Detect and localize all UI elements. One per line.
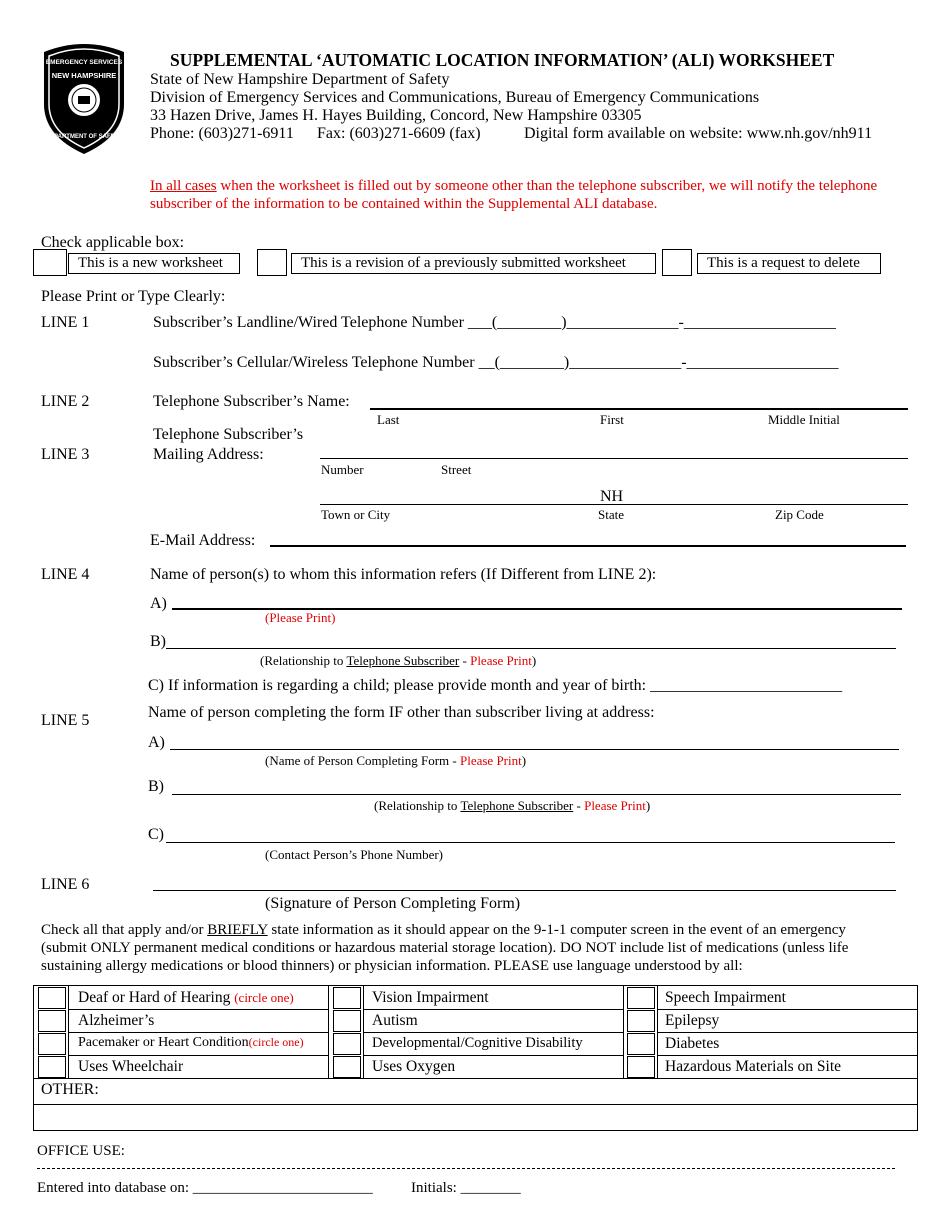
header-agency: State of New Hampshire Department of Safety [150, 71, 450, 88]
notice-line-2: subscriber of the information to be contained within the Supplemental ALI database. [150, 196, 658, 212]
new-worksheet-checkbox[interactable] [33, 249, 67, 276]
line2-label: LINE 2 [41, 393, 90, 410]
landline-number-field[interactable]: Subscriber’s Landline/Wired Telephone Number ___(________)______________-___________________ [153, 314, 836, 331]
oxygen-checkbox[interactable] [333, 1056, 361, 1078]
office-dashed-divider [37, 1168, 895, 1169]
revision-option: This is a revision of a previously submitted worksheet [291, 253, 656, 274]
city-state-zip-field[interactable] [320, 504, 908, 505]
row-divider [68, 1055, 329, 1056]
subscriber-name-field[interactable] [370, 408, 908, 410]
epilepsy-checkbox[interactable] [627, 1010, 655, 1032]
line4-a-hint: (Please Print) [265, 610, 336, 625]
first-name-caption: First [600, 412, 624, 427]
last-name-caption: Last [377, 412, 400, 427]
seal-mid-text: NEW HAMPSHIRE [51, 71, 117, 80]
header-division: Division of Emergency Services and Communications, Bureau of Emergency Communications [150, 89, 760, 106]
row-divider [657, 1032, 918, 1033]
seal-top-text: EMERGENCY SERVICES [45, 59, 123, 66]
row-divider [363, 1032, 624, 1033]
line4-a-label: A) [150, 595, 167, 612]
line4-question: Name of person(s) to whom this information refers (If Different from LINE 2): [150, 566, 657, 583]
row-divider [363, 1009, 624, 1010]
deaf-checkbox[interactable] [38, 987, 66, 1009]
notice-line-1: In all cases when the worksheet is filled out by someone other than the telephone subscriber, we will notify the telephone [150, 178, 878, 194]
line4-b-label: B) [150, 633, 166, 650]
condition-oxygen: Uses Oxygen [372, 1058, 456, 1075]
hazardous-checkbox[interactable] [627, 1056, 655, 1078]
state-caption: State [598, 507, 624, 522]
condition-autism: Autism [372, 1012, 418, 1029]
middle-initial-caption: Middle Initial [768, 412, 840, 427]
condition-alzheimers: Alzheimer’s [78, 1012, 155, 1029]
signature-field[interactable] [153, 890, 896, 891]
line5-a-label: A) [148, 734, 165, 751]
initials-field[interactable]: Initials: ________ [411, 1180, 521, 1196]
line4-b-field[interactable] [166, 648, 896, 649]
row-divider [68, 1009, 329, 1010]
line5-b-hint: (Relationship to Telephone Subscriber - Please Print) [374, 798, 651, 813]
seal-bottom-text: DEPARTMENT OF SAFETY [45, 134, 123, 140]
condition-speech: Speech Impairment [665, 989, 786, 1006]
new-worksheet-option: This is a new worksheet [68, 253, 240, 274]
wheelchair-checkbox[interactable] [38, 1056, 66, 1078]
row-divider [657, 1009, 918, 1010]
notice-lead: In all cases [150, 178, 217, 194]
signature-hint: (Signature of Person Completing Form) [265, 895, 521, 912]
line4-b-hint: (Relationship to Telephone Subscriber - Please Print) [260, 653, 537, 668]
condition-vision: Vision Impairment [372, 989, 489, 1006]
check-box-label: Check applicable box: [41, 234, 185, 251]
town-caption: Town or City [321, 507, 391, 522]
diabetes-checkbox[interactable] [627, 1033, 655, 1055]
condition-wheelchair: Uses Wheelchair [78, 1058, 184, 1075]
condition-pacemaker: Pacemaker or Heart Condition(circle one) [78, 1035, 304, 1050]
worksheet-title: SUPPLEMENTAL ‘AUTOMATIC LOCATION INFORMATION’ (ALI) WORKSHEET [170, 50, 835, 70]
line5-c-hint: (Contact Person’s Phone Number) [265, 847, 444, 862]
row-divider [363, 1055, 624, 1056]
email-label: E-Mail Address: [150, 532, 256, 549]
row-divider [68, 1032, 329, 1033]
cellular-number-field[interactable]: Subscriber’s Cellular/Wireless Telephone Number __(________)______________-___________________ [153, 354, 839, 371]
instructions-line-1: Check all that apply and/or BRIEFLY state information as it should appear on the 9-1-1 computer screen in the event of an emergency [41, 922, 846, 938]
mailing-label-1: Telephone Subscriber’s [153, 426, 304, 443]
condition-hazardous: Hazardous Materials on Site [665, 1058, 842, 1075]
zip-caption: Zip Code [775, 507, 824, 522]
entered-date-field[interactable]: Entered into database on: ________________________ [37, 1180, 373, 1196]
state-value: NH [600, 488, 624, 505]
condition-deaf: Deaf or Hard of Hearing (circle one) [78, 989, 294, 1006]
department-seal-logo [38, 42, 130, 156]
number-caption: Number [321, 462, 364, 477]
table-divider [33, 1104, 918, 1105]
street-caption: Street [441, 462, 472, 477]
instructions-line-2: (submit ONLY permanent medical conditions or hazardous material storage location). DO NOT include list of medications (unless life [41, 940, 849, 956]
mailing-label-2: Mailing Address: [153, 446, 264, 463]
header-website: Digital form available on website: www.nh.gov/nh911 [524, 125, 873, 142]
autism-checkbox[interactable] [333, 1010, 361, 1032]
print-clearly-label: Please Print or Type Clearly: [41, 288, 226, 305]
delete-option: This is a request to delete [697, 253, 881, 274]
line5-question: Name of person completing the form IF other than subscriber living at address: [148, 704, 655, 721]
line5-b-label: B) [148, 778, 164, 795]
street-address-field[interactable] [320, 458, 908, 459]
line5-c-field[interactable] [166, 842, 895, 843]
header-phone: Phone: (603)271-6911 [150, 125, 294, 142]
condition-diabetes: Diabetes [665, 1035, 720, 1052]
header-address: 33 Hazen Drive, James H. Hayes Building, Concord, New Hampshire 03305 [150, 107, 642, 124]
condition-developmental: Developmental/Cognitive Disability [372, 1035, 583, 1051]
other-label: OTHER: [41, 1081, 99, 1098]
condition-epilepsy: Epilepsy [665, 1012, 720, 1029]
email-field[interactable] [270, 545, 906, 547]
subscriber-name-label: Telephone Subscriber’s Name: [153, 393, 350, 410]
delete-checkbox[interactable] [662, 249, 692, 276]
line5-label: LINE 5 [41, 712, 90, 729]
line5-b-field[interactable] [172, 794, 901, 795]
revision-checkbox[interactable] [257, 249, 287, 276]
line5-c-label: C) [148, 826, 164, 843]
line4-label: LINE 4 [41, 566, 90, 583]
other-field[interactable] [36, 1106, 915, 1128]
line4-c-birth-field[interactable]: C) If information is regarding a child; please provide month and year of birth: ________________________ [148, 677, 843, 694]
office-use-label: OFFICE USE: [37, 1143, 125, 1159]
header-fax: Fax: (603)271-6609 (fax) [317, 125, 481, 142]
instructions-line-3: sustaining allergy medications or blood thinners) or physician information. PLEASE use language understood by all: [41, 958, 743, 974]
row-divider [657, 1055, 918, 1056]
line3-label: LINE 3 [41, 446, 90, 463]
pacemaker-checkbox[interactable] [38, 1033, 66, 1055]
line5-a-hint: (Name of Person Completing Form - Please Print) [265, 753, 527, 768]
line6-label: LINE 6 [41, 876, 90, 893]
vision-checkbox[interactable] [333, 987, 361, 1009]
speech-checkbox[interactable] [627, 987, 655, 1009]
alzheimers-checkbox[interactable] [38, 1010, 66, 1032]
line1-label: LINE 1 [41, 314, 90, 331]
line5-a-field[interactable] [170, 749, 899, 750]
developmental-checkbox[interactable] [333, 1033, 361, 1055]
